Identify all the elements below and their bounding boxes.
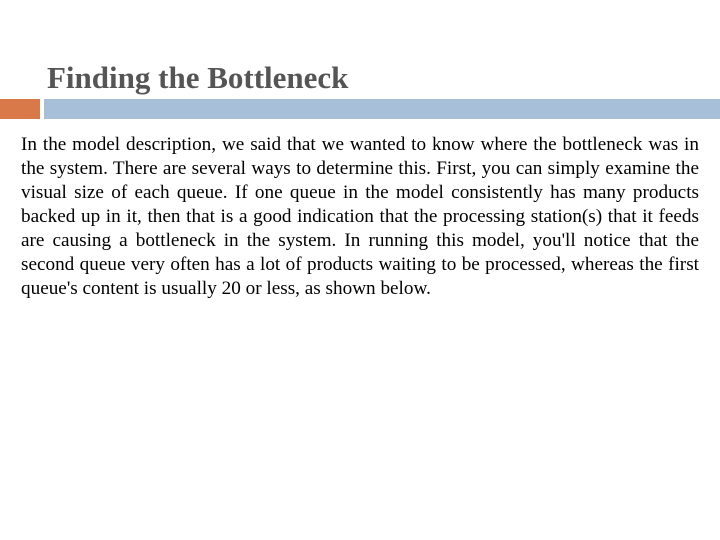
slide-title: Finding the Bottleneck <box>47 60 349 95</box>
title-accent-square <box>0 99 40 119</box>
title-underline-bar <box>44 99 720 119</box>
slide-body-text: In the model description, we said that we wanted to know where the bottleneck was in the system. There are several ways to determine this. First, you can simply examine the visual size of each queue. If one queue in the model consistently has many products backed up in it, then that is a good indication that the processing station(s) that it feeds are causing a bottleneck in the system. In running this model, you'll notice that the second queue very often has a lot of products waiting to be processed, whereas the first queue's content is usually 20 or less, as shown below. <box>21 134 699 299</box>
